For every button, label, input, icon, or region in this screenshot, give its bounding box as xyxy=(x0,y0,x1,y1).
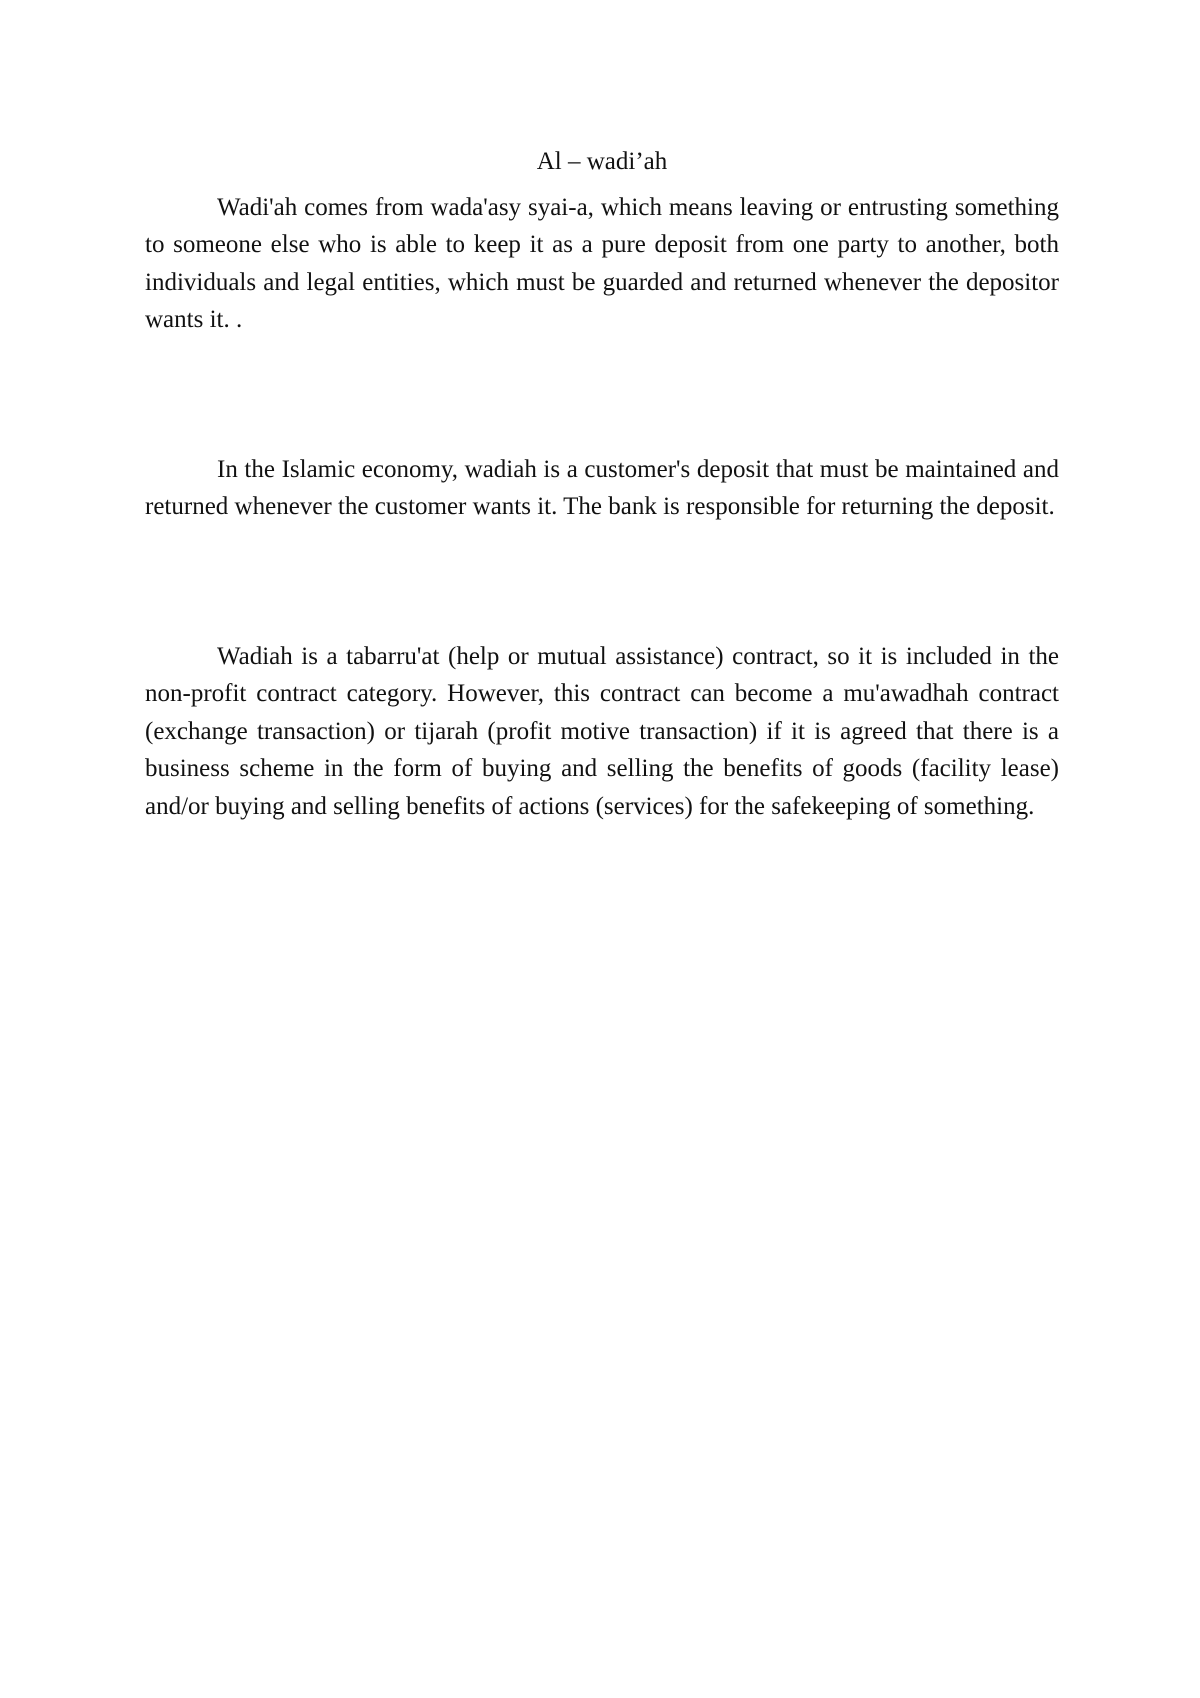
paragraph-islamic-economy: In the Islamic economy, wadiah is a customer's deposit that must be maintained and returned whenever the customer wants it. The bank is responsible for returning the deposit. xyxy=(145,455,1059,520)
paragraph-contract-category: Wadiah is a tabarru'at (help or mutual assistance) contract, so it is included in the non-profit contract category. However, this contract can become a mu'awadhah contract (exchange transaction) or tijarah (profit motive transaction) if it is agreed that there is a business scheme in the form of buying and selling the benefits of goods (facility lease) and/or buying and selling benefits of actions (services) for the safekeeping of something. xyxy=(145,642,1059,820)
document-title: Al – wadi’ah xyxy=(536,148,668,175)
document-body xyxy=(145,143,1059,825)
paragraph-wadiah-definition: Wadi'ah comes from wada'asy syai-a, which means leaving or entrusting something to someone else who is able to keep it as a pure deposit from one party to another, both individuals and legal entities, which must be guarded and returned whenever the depositor wants it. . xyxy=(145,193,1059,333)
